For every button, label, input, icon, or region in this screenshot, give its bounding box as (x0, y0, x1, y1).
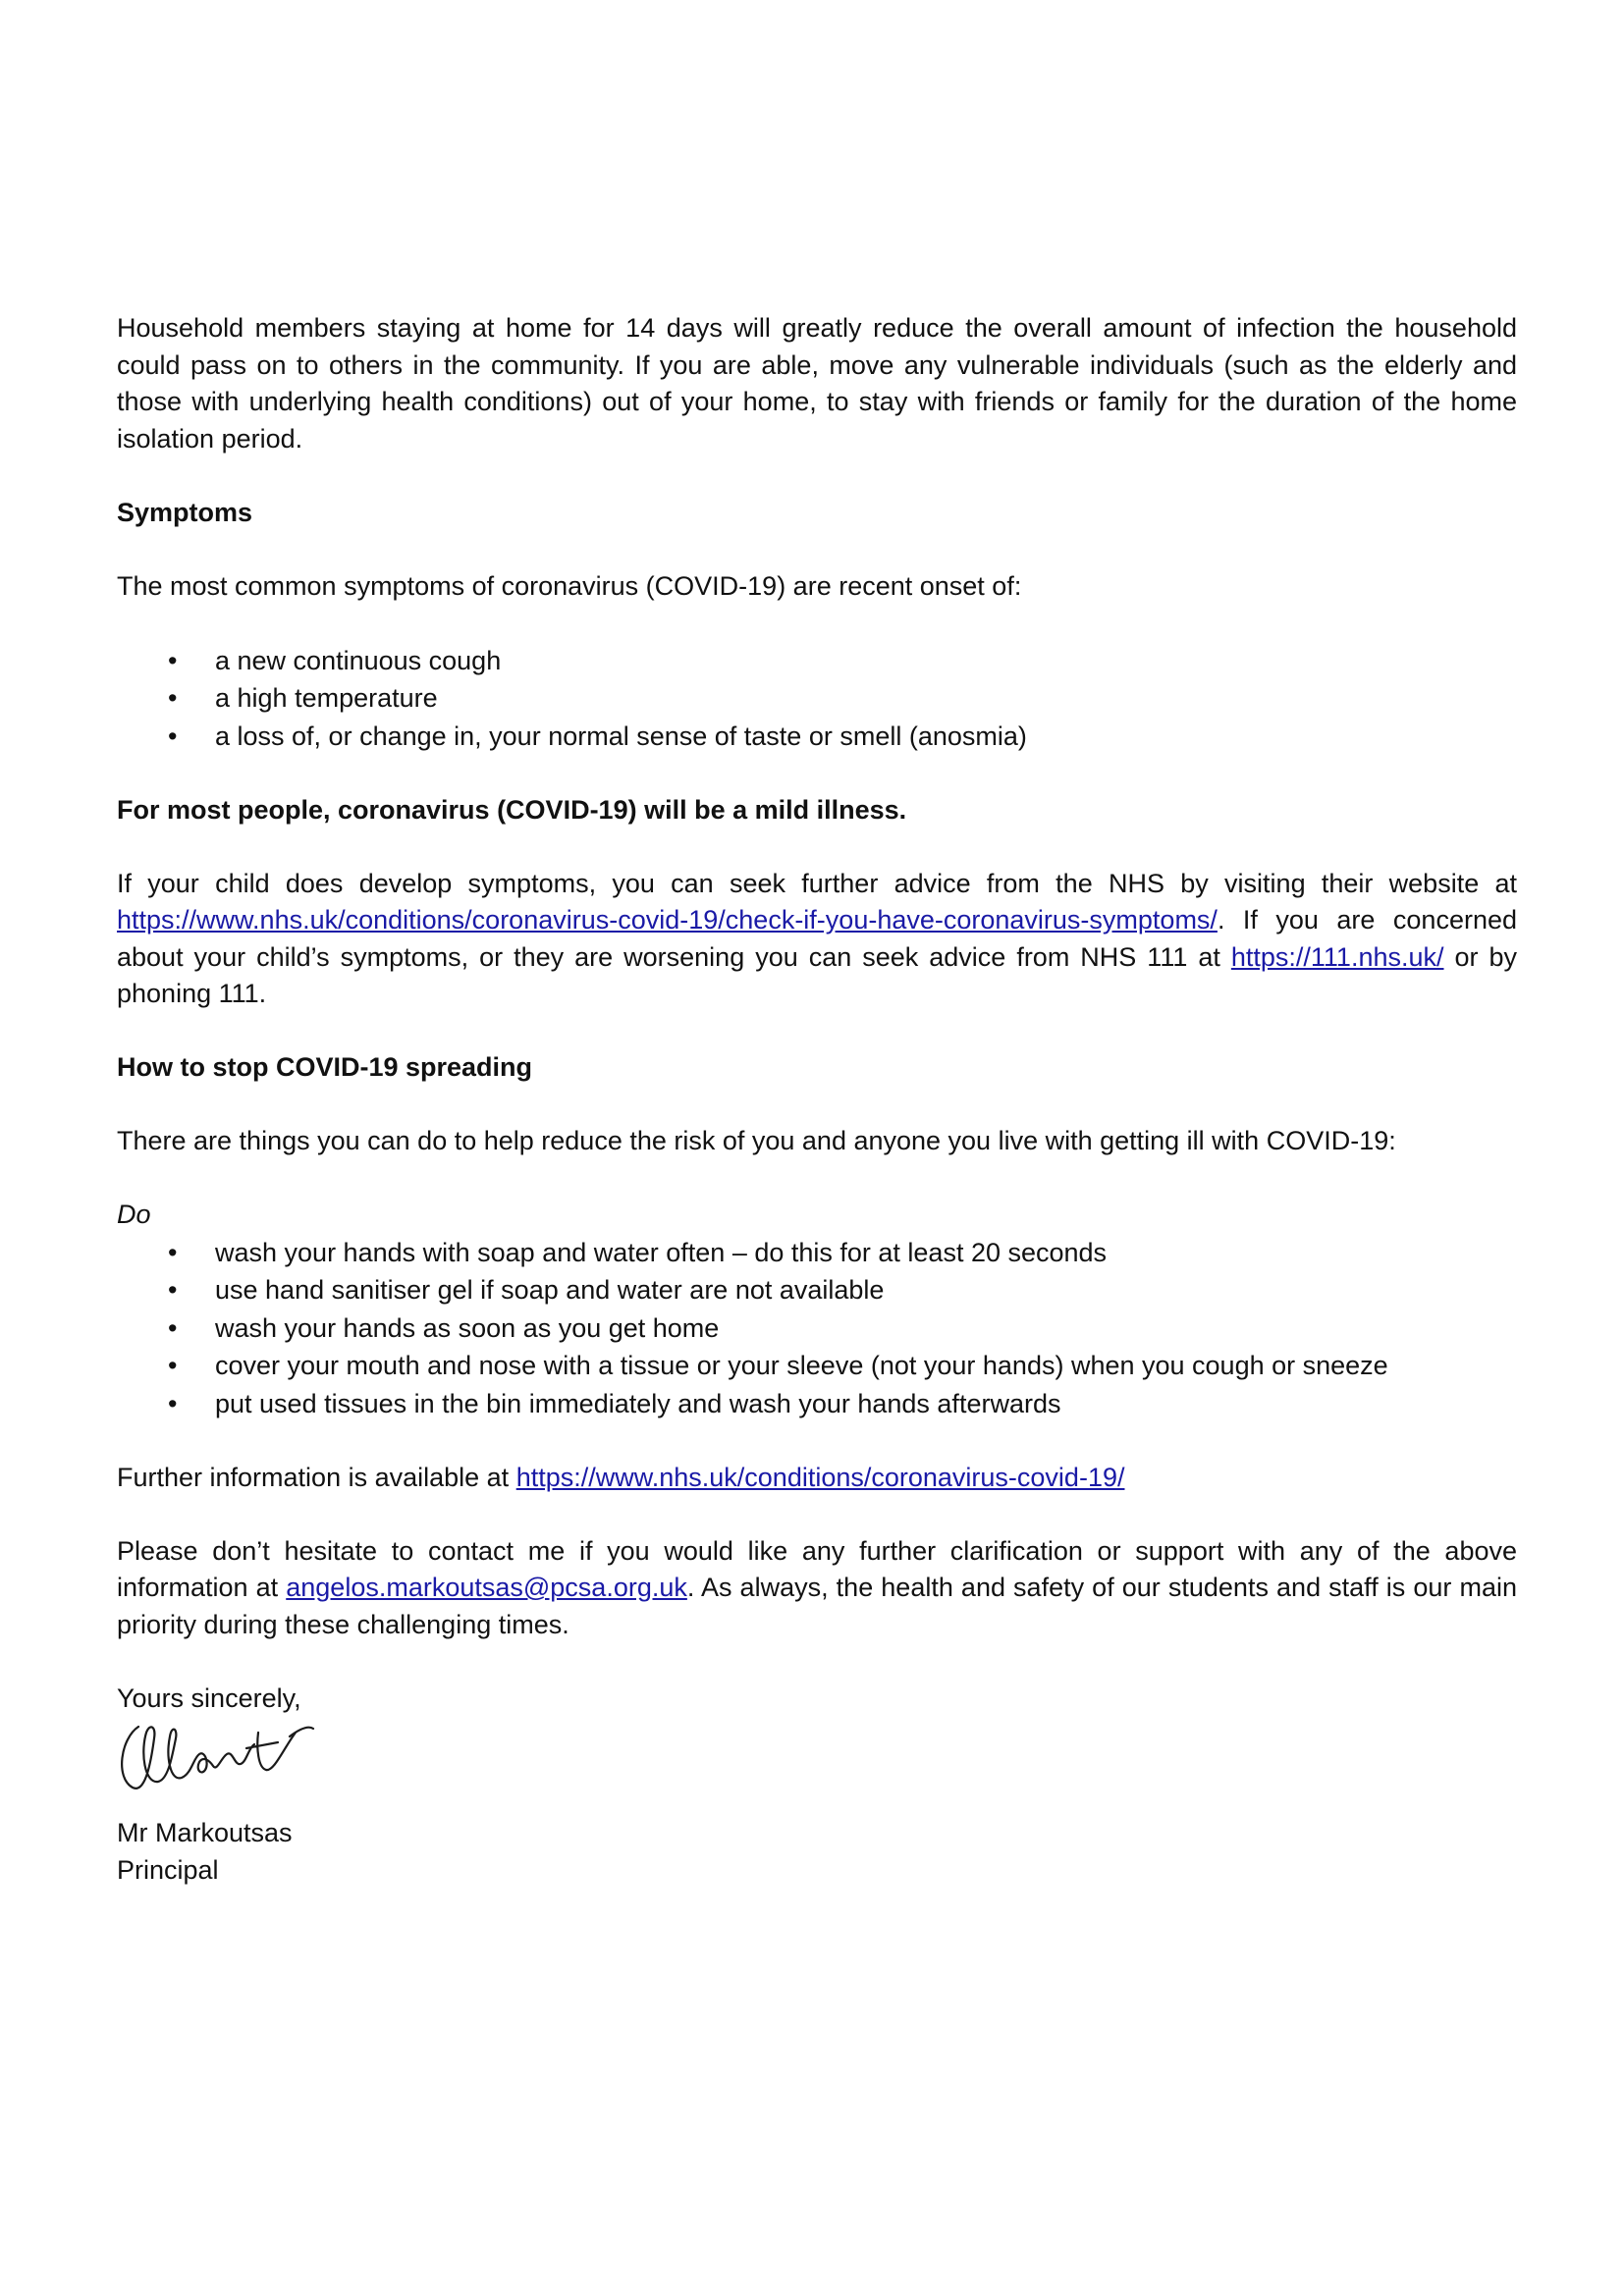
nhs-symptoms-link[interactable]: https://www.nhs.uk/conditions/coronavirus-covid-19/check-if-you-have-coronavirus-symptoms/ (117, 905, 1218, 934)
mild-illness-note: For most people, coronavirus (COVID-19) will be a mild illness. (117, 794, 907, 825)
do-list (117, 1234, 1517, 1423)
list-item: • wash your hands as soon as you get home (117, 1309, 1517, 1348)
signatory-title: Principal (117, 1854, 219, 1885)
advice-text: or by phoning 111. (117, 941, 1518, 1008)
intro-paragraph: Household members staying at home for 14 days will greatly reduce the overall amount of infection the household could pass on to others in the community. If you are able, move any vulnerable individuals (such as the elderly and those with underlying health conditions) out of your home, to stay with friends or family for the duration of the home isolation period. (117, 313, 1517, 454)
list-item: • use hand sanitiser gel if soap and water are not available (117, 1271, 1517, 1309)
signatory-name: Mr Markoutsas (117, 1818, 293, 1847)
list-item: • a new continuous cough (117, 642, 1517, 680)
nhs-covid-link[interactable]: https://www.nhs.uk/conditions/coronavirus-covid-19/ (515, 1462, 1125, 1492)
spreading-heading: How to stop COVID-19 spreading (117, 1052, 533, 1082)
advice-text: If your child does develop symptoms, you can seek further advice from the NHS by visiting their website at (117, 868, 1517, 898)
symptoms-intro: The most common symptoms of coronavirus (COVID-19) are recent onset of: (117, 570, 1022, 601)
letter-body (117, 310, 1517, 1889)
list-item: • cover your mouth and nose with a tissue or your sleeve (not your hands) when you cough or sneeze (117, 1347, 1517, 1385)
advice-paragraph (117, 866, 1517, 1013)
further-info-text: Further information is available at (117, 1462, 516, 1492)
further-info-paragraph (117, 1460, 1517, 1497)
spreading-intro: There are things you can do to help reduce the risk of you and anyone you live with getting ill with COVID-19: (117, 1126, 1396, 1155)
contact-text: Please don’t hesitate to contact me if you would like any further clarification or support with any of the above information at (117, 1535, 1517, 1602)
closing: Yours sincerely, (117, 1682, 301, 1713)
list-item: • wash your hands with soap and water often – do this for at least 20 seconds (117, 1234, 1517, 1272)
do-label: Do (117, 1200, 151, 1229)
symptoms-heading: Symptoms (117, 497, 253, 527)
contact-email-link[interactable]: angelos.markoutsas@pcsa.org.uk (286, 1573, 687, 1602)
nhs-111-link[interactable]: https://111.nhs.uk/ (1230, 941, 1444, 972)
contact-text: . As always, the health and safety of our students and staff is our main priority during these challenging times. (117, 1573, 1517, 1639)
contact-paragraph (117, 1533, 1517, 1644)
signature-image (111, 1709, 347, 1797)
list-item: • a high temperature (117, 679, 1517, 718)
advice-text: . If you are concerned about your child’s symptoms, or they are worsening you can seek advice from NHS 111 at (117, 905, 1517, 972)
list-item: • a loss of, or change in, your normal sense of taste or smell (anosmia) (117, 718, 1517, 756)
symptoms-list (117, 642, 1517, 756)
list-item: • put used tissues in the bin immediately and wash your hands afterwards (117, 1385, 1517, 1423)
